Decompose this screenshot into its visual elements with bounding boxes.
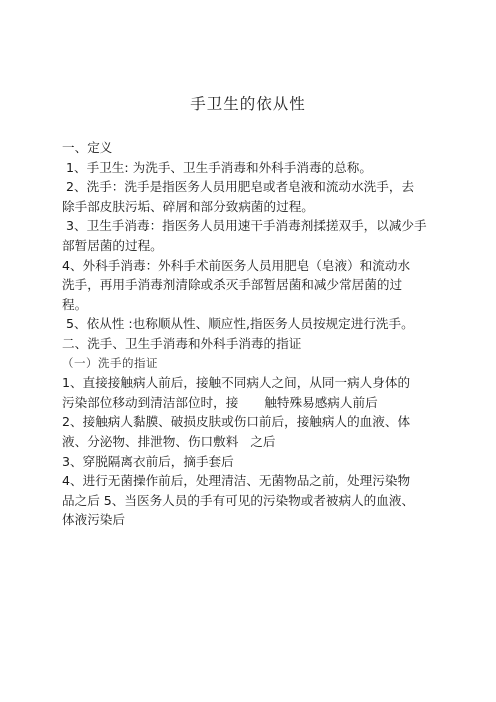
definition-surgical-disinfection [62, 256, 440, 315]
indication-text-fragment: 液、分泌物、排泄物、伤口敷料 [62, 433, 239, 449]
definition-text-line: 部暂居菌的过程。 [62, 237, 163, 253]
indication-item-3: 3、穿脱隔离衣前后，摘手套后 [62, 453, 234, 469]
definition-text-line: 除手部皮肤污垢、碎屑和部分致病菌的过程。 [62, 198, 314, 214]
indication-text-fragment: 污染部位移动到清洁部位时，接 [62, 394, 239, 410]
indication-text-fragment: 之后 [250, 433, 276, 449]
definition-text-line: 3、卫生手消毒：指医务人员用速干手消毒剂揉搓双手，以减少手 [66, 218, 427, 234]
section-heading-definition: 一、定义 [62, 140, 113, 155]
indication-text-line: 品之后 5、当医务人员的手有可见的污染物或者被病人的血液、 [62, 492, 415, 508]
section-heading-indications: 二、洗手、卫生手消毒和外科手消毒的指证 [62, 335, 302, 351]
definition-text-line: 程。 [62, 296, 88, 312]
indication-text-line: 2、接触病人黏膜、破损皮肤或伤口前后，接触病人的血液、体 [62, 414, 411, 430]
indication-text-line: 体液污染后 [62, 512, 125, 528]
indication-item-1 [62, 373, 440, 412]
indication-item-4 [62, 471, 440, 530]
indication-text-line [62, 432, 440, 452]
document-body [62, 138, 440, 530]
indication-text-fragment: 触特殊易感病人前后 [264, 394, 378, 410]
definition-hygienic-disinfection [62, 216, 440, 255]
definition-hand-washing [62, 177, 440, 216]
definition-text-line: 2、洗手：洗手是指医务人员用肥皂或者皂液和流动水洗手，去 [66, 179, 415, 195]
indication-text-line: 1、直接接触病人前后，接触不同病人之间，从同一病人身体的 [62, 375, 411, 391]
subsection-heading-washing-indications: （一）洗手的指证 [62, 355, 158, 370]
definition-compliance: 5、依从性 :也称顺从性、顺应性,指医务人员按规定进行洗手。 [66, 316, 414, 332]
document-title: 手卫生的依从性 [190, 95, 306, 113]
definition-hand-hygiene: 1、手卫生: 为洗手、卫生手消毒和外科手消毒的总称。 [66, 159, 372, 175]
definition-text-line: 洗手，再用手消毒剂清除或杀灭手部暂居菌和减少常居菌的过 [62, 277, 403, 293]
indication-text-line [62, 393, 440, 413]
indication-item-2 [62, 412, 440, 451]
definition-text-line: 4、外科手消毒：外科手术前医务人员用肥皂（皂液）和流动水 [62, 257, 411, 273]
indication-text-line: 4、进行无菌操作前后，处理清洁、无菌物品之前，处理污染物 [62, 473, 411, 489]
